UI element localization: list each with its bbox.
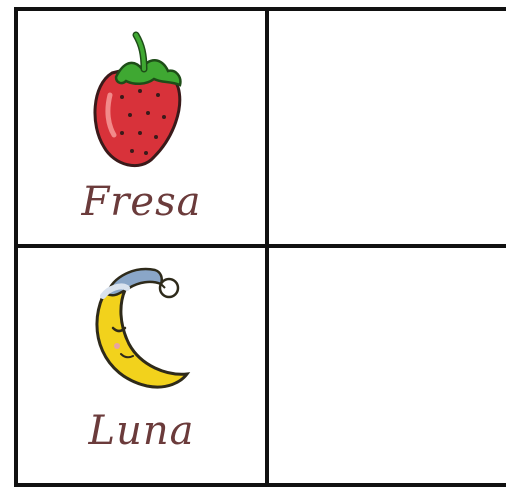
card-luna [18, 248, 269, 483]
worksheet-grid [14, 7, 506, 487]
moon-picture [18, 258, 265, 408]
strawberry-picture [18, 25, 265, 175]
strawberry-icon [82, 25, 202, 175]
moon-icon [77, 258, 207, 408]
word-luna: Luna [88, 408, 195, 454]
word-fresa: Fresa [81, 179, 202, 225]
answer-box-2[interactable] [269, 248, 506, 483]
card-fresa [18, 11, 269, 248]
answer-box-1[interactable] [269, 11, 506, 248]
